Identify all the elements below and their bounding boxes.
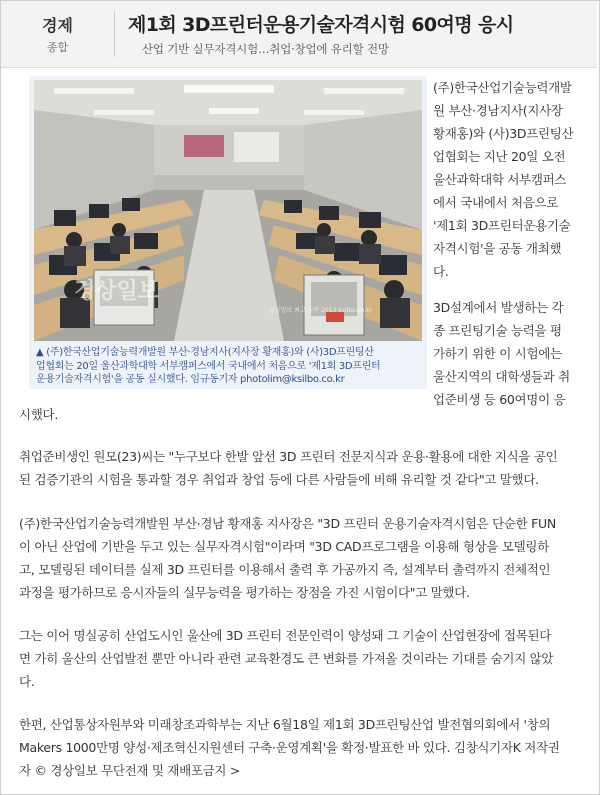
article-line: 자격시험'을 공동 개최했 (433, 241, 562, 256)
article-line: 고, 모델링된 데이터를 실제 3D 프린터를 이용해서 출력 후 가공까지 즉, 설계부터 출력까지 전체적인 (19, 562, 551, 577)
article-line: 자 © 경상일보 무단전재 및 재배포금지 > (19, 763, 241, 778)
article-line: 황재홍)와 (사)3D프린팅산 (433, 126, 574, 141)
article-line: 울산과학대학 서부캠퍼스 (433, 172, 567, 187)
caption-line: 업협회는 20일 울산과학대학 서부캠퍼스에서 국내에서 처음으로 '제1회 3D프린터 (36, 360, 381, 372)
article-photo (34, 80, 422, 341)
article-line: 원 부산·경남지사(지사장 (433, 103, 563, 118)
article-line: 면 가히 울산의 산업발전 뿐만 아니라 관련 교육환경도 큰 변화를 가져올 것이라는 기대를 숨기지 않았 (19, 651, 554, 666)
photo-figure (29, 76, 427, 389)
article-line: 종 프린팅기술 능력을 평 (433, 323, 562, 338)
article-title: 제1회 3D프린터운용기술자격시험 60여명 응시 (128, 14, 514, 36)
article-line: Makers 1000만명 양성·제조혁신지원센터 구축·운영계획'을 확정·발표한 바 있다. 김창식기자K 저작권 (19, 740, 560, 755)
caption-line: 운용기술자격시험'을 공동 실시했다. 임규동기자 photolim@ksilbo.co.kr (36, 374, 345, 385)
article-line: 한편, 산업통상자원부와 미래창조과학부는 지난 6월18일 제1회 3D프린팅산업 발전협의회에서 '창의 (19, 717, 551, 732)
photo-caption (36, 346, 422, 387)
article-line: 과정을 평가하므로 응시자들의 실무능력을 평가하는 장점을 가진 시험이다"고 말했다. (19, 585, 470, 600)
article-line: (주)한국산업기술능력개발원 부산·경남 황재홍 지사장은 "3D 프린터 운용기술자격시험은 단순한 FUN (19, 516, 556, 531)
article-line: 다. (433, 264, 449, 279)
article-line: 업준비생 등 60여명이 응 (433, 392, 566, 407)
article-line: 된 검증기관의 시험을 통과할 경우 취업과 창업 등에 다른 사람들에 비해 유리할 것 같다"고 말했다. (19, 472, 539, 487)
photo-corner-credit: 경상일보 최고 사진 2013 ksilbo.co.kr (269, 307, 373, 314)
article-line: 이 아닌 산업에 기반을 두고 있는 실무자격시험"이라며 "3D CAD프로그램을 이용해 형상을 모델링하 (19, 539, 549, 554)
article-line: '제1회 3D프린터운용기술 (433, 218, 571, 233)
article-line: 울산지역의 대학생들과 취 (433, 369, 570, 384)
article-header (1, 1, 597, 68)
article-line: 3D설계에서 발생하는 각 (433, 300, 564, 315)
section-name: 경제 (42, 16, 73, 35)
article-line: 가하기 위한 이 시험에는 (433, 346, 562, 361)
article-line: 에서 국내에서 처음으로 (433, 195, 559, 210)
article-line: 그는 이어 명실공히 산업도시인 울산에 3D 프린터 전문인력이 양성돼 그 기술이 산업현장에 접목된다 (19, 628, 552, 643)
article-line: (주)한국산업기술능력개발 (433, 80, 572, 95)
article-line: 업협회는 지난 20일 오전 (433, 149, 566, 164)
header-divider (114, 11, 115, 57)
section-label (1, 1, 114, 67)
article-line: 다. (19, 674, 35, 689)
article-line: 시했다. (19, 407, 58, 422)
article-line: 취업준비생인 원모(23)씨는 "누구보다 한발 앞선 3D 프린터 전문지식과 운용·활용에 대한 지식을 공인 (19, 449, 558, 464)
photo-watermark: 경상일보 (74, 279, 160, 304)
caption-line: ▲ (주)한국산업기술능력개발원 부산·경남지사(지사장 황재홍)와 (사)3D프린팅산 (36, 347, 374, 358)
subsection-name: 종합 (46, 41, 69, 54)
classroom-photo (34, 80, 422, 341)
article-subtitle: 산업 기반 실무자격시험…취업·창업에 유리할 전망 (142, 42, 389, 56)
